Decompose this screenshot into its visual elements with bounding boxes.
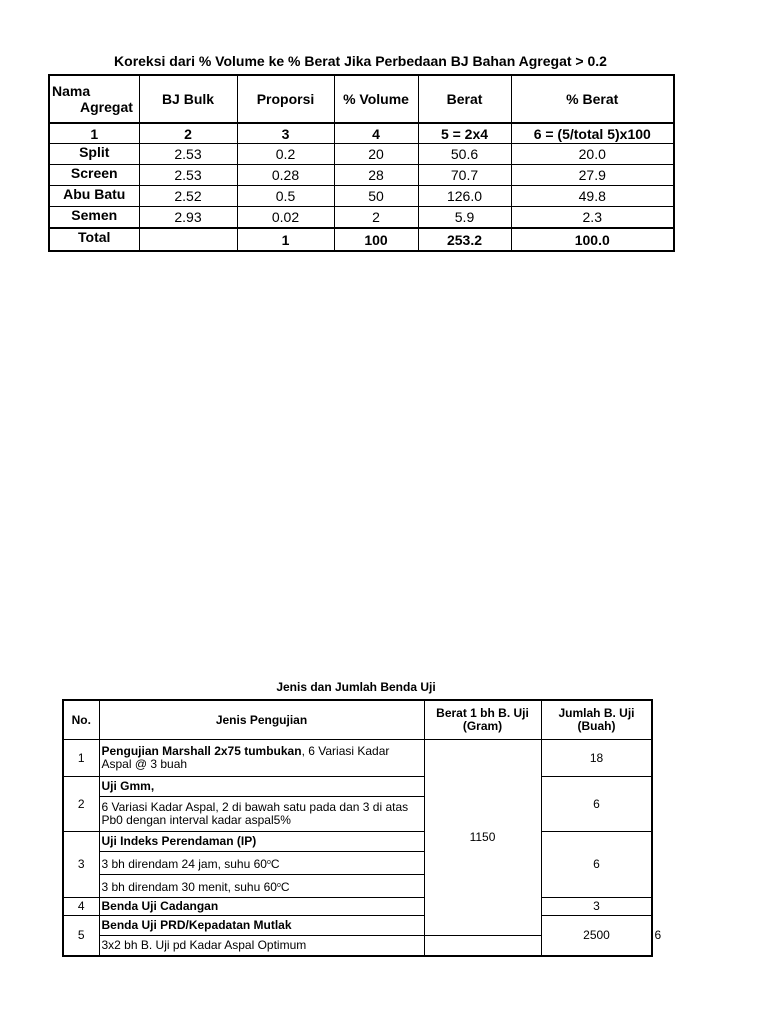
header-no: No. <box>63 700 99 740</box>
total-pct: 100.0 <box>511 228 674 251</box>
row-jumlah: 6 <box>541 777 652 832</box>
cell-berat: 70.7 <box>418 165 511 186</box>
table-row <box>63 898 652 916</box>
header-bj-bulk: BJ Bulk <box>139 75 237 123</box>
row-no: 2 <box>63 777 99 832</box>
row-no: 4 <box>63 898 99 916</box>
row-jenis-detail: 3 bh direndam 24 jam, suhu 60$^o$C <box>99 852 424 875</box>
cell-volume: 20 <box>334 144 418 165</box>
cell-nama: Semen <box>49 207 139 229</box>
cell-bj: 2.52 <box>139 186 237 207</box>
table2-title: Jenis dan Jumlah Benda Uji <box>276 680 436 694</box>
col-number: 2 <box>139 123 237 144</box>
berat-shared-cell: 1150 <box>424 740 541 936</box>
header-volume: % Volume <box>334 75 418 123</box>
cell-pct: 49.8 <box>511 186 674 207</box>
row-jenis: Pengujian Marshall 2x75 tumbukan, 6 Variasi Kadar Aspal @ 3 buah <box>99 740 424 777</box>
row-no: 5 <box>63 916 99 957</box>
cell-pct: 2.3 <box>511 207 674 229</box>
total-label: Total <box>49 228 139 251</box>
cell-bj: 2.93 <box>139 207 237 229</box>
cell-pct: 27.9 <box>511 165 674 186</box>
header-proporsi: Proporsi <box>237 75 334 123</box>
col-number: 5 = 2x4 <box>418 123 511 144</box>
row-jenis-detail: 3x2 bh B. Uji pd Kadar Aspal Optimum <box>99 936 424 957</box>
row-jumlah: 6 <box>541 832 652 898</box>
table-row <box>63 740 652 777</box>
row-no: 3 <box>63 832 99 898</box>
header-jenis-pengujian: Jenis Pengujian <box>99 700 424 740</box>
cell-bj: 2.53 <box>139 165 237 186</box>
table-row <box>63 832 652 852</box>
cell-proporsi: 0.5 <box>237 186 334 207</box>
header-berat: Berat 1 bh B. Uji (Gram) <box>424 700 541 740</box>
cell-nama: Split <box>49 144 139 165</box>
table1-header-row <box>49 75 674 123</box>
table2-header-row <box>63 700 652 740</box>
table1-title: Koreksi dari % Volume ke % Berat Jika Perbedaan BJ Bahan Agregat > 0.2 <box>114 53 607 69</box>
table-row <box>63 777 652 797</box>
cell-proporsi: 0.28 <box>237 165 334 186</box>
cell-berat: 5.9 <box>418 207 511 229</box>
cell-volume: 2 <box>334 207 418 229</box>
total-berat: 253.2 <box>418 228 511 251</box>
cell-proporsi: 0.2 <box>237 144 334 165</box>
row-jenis-detail: 6 Variasi Kadar Aspal, 2 di bawah satu pada dan 3 di atas Pb0 dengan interval kadar aspal5% <box>99 797 424 832</box>
row-jenis-detail: 3 bh direndam 30 menit, suhu 60$^o$C <box>99 875 424 898</box>
header-jumlah: Jumlah B. Uji (Buah) <box>541 700 652 740</box>
cell-volume: 28 <box>334 165 418 186</box>
cell-bj: 2.53 <box>139 144 237 165</box>
row-berat: 2500 <box>541 916 652 957</box>
total-bj <box>139 228 237 251</box>
row-jumlah: 3 <box>541 898 652 916</box>
cell-pct: 20.0 <box>511 144 674 165</box>
header-nama-agregat: Nama Agregat <box>49 75 139 123</box>
col-number: 4 <box>334 123 418 144</box>
table1-total-row <box>49 228 674 251</box>
weight-correction-table <box>48 74 675 252</box>
cell-nama: Screen <box>49 165 139 186</box>
table-row <box>49 207 674 229</box>
row-jenis-title: Benda Uji Cadangan <box>99 898 424 916</box>
row-jenis-title: Benda Uji PRD/Kepadatan Mutlak <box>99 916 424 936</box>
row-jumlah: 18 <box>541 740 652 777</box>
table1-numbering-row <box>49 123 674 144</box>
table-row: 5 Benda Uji PRD/Kepadatan Mutlak 2500 6 <box>63 916 652 936</box>
cell-volume: 50 <box>334 186 418 207</box>
total-proporsi: 1 <box>237 228 334 251</box>
col-number: 3 <box>237 123 334 144</box>
table-row <box>49 144 674 165</box>
header-pct-berat: % Berat <box>511 75 674 123</box>
row-no: 1 <box>63 740 99 777</box>
row-jenis-title: Uji Gmm, <box>99 777 424 797</box>
cell-nama: Abu Batu <box>49 186 139 207</box>
col-number: 1 <box>49 123 139 144</box>
cell-berat: 50.6 <box>418 144 511 165</box>
cell-berat: 126.0 <box>418 186 511 207</box>
table-row <box>49 165 674 186</box>
header-berat: Berat <box>418 75 511 123</box>
row-jenis-title: Uji Indeks Perendaman (IP) <box>99 832 424 852</box>
table-row <box>49 186 674 207</box>
col-number: 6 = (5/total 5)x100 <box>511 123 674 144</box>
cell-proporsi: 0.02 <box>237 207 334 229</box>
total-volume: 100 <box>334 228 418 251</box>
test-specimen-table <box>62 699 662 957</box>
